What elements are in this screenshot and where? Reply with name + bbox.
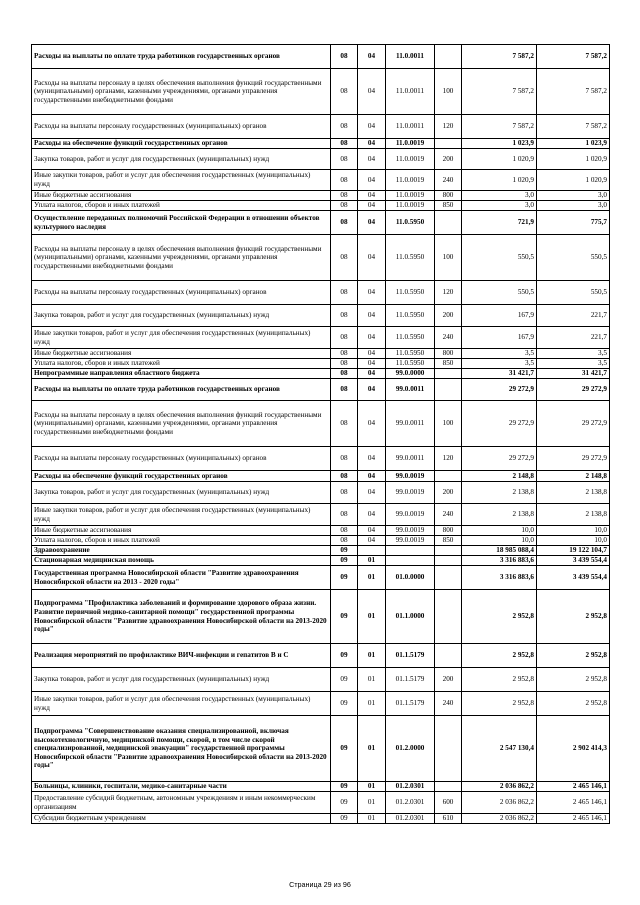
cell-target-article: 99.0.0019 <box>386 536 435 546</box>
table-row <box>32 546 610 556</box>
cell-section: 09 <box>331 590 358 644</box>
cell-expense-type: 850 <box>435 201 462 211</box>
cell-name: Расходы на выплаты персоналу государственных (муниципальных) органов <box>32 281 331 305</box>
table-row <box>32 139 610 149</box>
cell-subsection: 04 <box>358 482 386 504</box>
cell-amount-year1: 2 036 862,2 <box>462 792 537 814</box>
cell-subsection: 01 <box>358 644 386 668</box>
cell-target-article: 11.0.5950 <box>386 327 435 349</box>
cell-subsection: 04 <box>358 526 386 536</box>
cell-section: 08 <box>331 201 358 211</box>
cell-amount-year1: 2 148,8 <box>462 471 537 482</box>
cell-amount-year2: 1 020,9 <box>537 170 610 191</box>
cell-name: Субсидии бюджетным учреждениям <box>32 814 331 824</box>
cell-name: Расходы на обеспечение функций государственных органов <box>32 139 331 149</box>
cell-target-article: 11.0.5950 <box>386 359 435 369</box>
cell-name: Государственная программа Новосибирской области "Развитие здравоохранения Новосибирской области на 2013 - 2020 годы" <box>32 566 331 590</box>
cell-section: 08 <box>331 504 358 526</box>
cell-expense-type <box>435 369 462 379</box>
cell-amount-year2: 2 952,8 <box>537 668 610 692</box>
cell-target-article: 99.0.0011 <box>386 379 435 401</box>
cell-section: 08 <box>331 139 358 149</box>
cell-subsection: 04 <box>358 201 386 211</box>
cell-amount-year1: 10,0 <box>462 526 537 536</box>
cell-amount-year1: 3,5 <box>462 359 537 369</box>
cell-section: 09 <box>331 556 358 566</box>
cell-subsection: 04 <box>358 359 386 369</box>
cell-expense-type: 800 <box>435 191 462 201</box>
cell-subsection: 04 <box>358 170 386 191</box>
table-row <box>32 782 610 792</box>
cell-target-article: 11.0.0011 <box>386 69 435 115</box>
cell-section: 08 <box>331 115 358 139</box>
cell-expense-type: 800 <box>435 526 462 536</box>
table-row <box>32 149 610 170</box>
cell-expense-type: 240 <box>435 504 462 526</box>
cell-expense-type: 200 <box>435 149 462 170</box>
cell-subsection: 04 <box>358 504 386 526</box>
cell-amount-year1: 2 952,8 <box>462 644 537 668</box>
cell-amount-year1: 2 952,8 <box>462 668 537 692</box>
cell-name: Иные закупки товаров, работ и услуг для обеспечения государственных (муниципальных) нужд <box>32 170 331 191</box>
cell-target-article: 11.0.0019 <box>386 139 435 149</box>
cell-target-article: 01.2.0000 <box>386 716 435 782</box>
cell-amount-year1: 2 952,8 <box>462 590 537 644</box>
table-row <box>32 692 610 716</box>
cell-amount-year2: 31 421,7 <box>537 369 610 379</box>
table-row <box>32 716 610 782</box>
table-row <box>32 115 610 139</box>
cell-section: 08 <box>331 359 358 369</box>
table-row <box>32 191 610 201</box>
cell-target-article: 99.0.0019 <box>386 482 435 504</box>
cell-name: Расходы на выплаты персоналу государственных (муниципальных) органов <box>32 115 331 139</box>
cell-section: 09 <box>331 644 358 668</box>
cell-expense-type <box>435 644 462 668</box>
budget-table-body <box>32 45 610 824</box>
cell-section: 08 <box>331 281 358 305</box>
cell-name: Реализация мероприятий по профилактике ВИЧ-инфекции и гепатитов В и С <box>32 644 331 668</box>
cell-amount-year1: 2 952,8 <box>462 692 537 716</box>
cell-name: Расходы на выплаты персоналу в целях обеспечения выполнения функций государственными (муниципальными) органами, казенными учреждениями, органами управления государственными внебюджетными фондами <box>32 69 331 115</box>
cell-target-article: 01.1.5179 <box>386 644 435 668</box>
cell-expense-type: 850 <box>435 536 462 546</box>
table-row <box>32 526 610 536</box>
cell-amount-year2: 3,0 <box>537 201 610 211</box>
cell-subsection: 01 <box>358 782 386 792</box>
cell-section: 08 <box>331 482 358 504</box>
cell-subsection: 04 <box>358 211 386 235</box>
table-row <box>32 401 610 447</box>
cell-section: 08 <box>331 471 358 482</box>
cell-section: 09 <box>331 546 358 556</box>
cell-expense-type <box>435 556 462 566</box>
cell-amount-year1: 10,0 <box>462 536 537 546</box>
cell-expense-type: 100 <box>435 69 462 115</box>
cell-amount-year1: 2 036 862,2 <box>462 782 537 792</box>
cell-subsection: 04 <box>358 235 386 281</box>
cell-name: Закупка товаров, работ и услуг для государственных (муниципальных) нужд <box>32 149 331 170</box>
cell-amount-year2: 29 272,9 <box>537 401 610 447</box>
cell-subsection: 04 <box>358 305 386 327</box>
cell-section: 09 <box>331 566 358 590</box>
cell-name: Иные бюджетные ассигнования <box>32 191 331 201</box>
cell-subsection: 01 <box>358 716 386 782</box>
cell-amount-year2: 2 465 146,1 <box>537 792 610 814</box>
cell-name: Иные бюджетные ассигнования <box>32 526 331 536</box>
cell-subsection: 04 <box>358 447 386 471</box>
cell-expense-type <box>435 211 462 235</box>
cell-subsection: 01 <box>358 792 386 814</box>
cell-section: 09 <box>331 668 358 692</box>
cell-name: Закупка товаров, работ и услуг для государственных (муниципальных) нужд <box>32 305 331 327</box>
cell-amount-year2: 2 138,8 <box>537 482 610 504</box>
cell-amount-year2: 2 138,8 <box>537 504 610 526</box>
cell-target-article: 11.0.5950 <box>386 235 435 281</box>
cell-section: 08 <box>331 349 358 359</box>
cell-name: Здравоохранение <box>32 546 331 556</box>
cell-subsection: 04 <box>358 349 386 359</box>
cell-name: Расходы на выплаты по оплате труда работников государственных органов <box>32 45 331 69</box>
cell-expense-type <box>435 590 462 644</box>
cell-amount-year2: 3 439 554,4 <box>537 566 610 590</box>
cell-target-article <box>386 546 435 556</box>
table-row <box>32 792 610 814</box>
cell-subsection: 04 <box>358 327 386 349</box>
cell-expense-type <box>435 139 462 149</box>
cell-subsection: 04 <box>358 139 386 149</box>
cell-amount-year2: 2 465 146,1 <box>537 782 610 792</box>
cell-amount-year2: 7 587,2 <box>537 115 610 139</box>
cell-subsection: 01 <box>358 668 386 692</box>
cell-subsection: 04 <box>358 281 386 305</box>
cell-expense-type <box>435 471 462 482</box>
cell-subsection: 04 <box>358 115 386 139</box>
table-row <box>32 170 610 191</box>
cell-amount-year2: 2 465 146,1 <box>537 814 610 824</box>
cell-section: 09 <box>331 692 358 716</box>
cell-amount-year2: 2 952,8 <box>537 692 610 716</box>
cell-name: Расходы на выплаты персоналу в целях обеспечения выполнения функций государственными (муниципальными) органами, казенными учреждениями, органами управления государственными внебюджетными фондами <box>32 401 331 447</box>
table-row <box>32 369 610 379</box>
cell-amount-year1: 167,9 <box>462 327 537 349</box>
table-row <box>32 556 610 566</box>
budget-table <box>31 44 610 824</box>
table-row <box>32 668 610 692</box>
cell-target-article: 01.2.0301 <box>386 792 435 814</box>
cell-amount-year1: 3 316 883,6 <box>462 556 537 566</box>
cell-section: 09 <box>331 716 358 782</box>
cell-expense-type: 200 <box>435 668 462 692</box>
cell-amount-year2: 10,0 <box>537 536 610 546</box>
cell-expense-type: 800 <box>435 349 462 359</box>
cell-subsection: 01 <box>358 814 386 824</box>
cell-target-article: 99.0.0011 <box>386 447 435 471</box>
table-row <box>32 566 610 590</box>
table-row <box>32 45 610 69</box>
cell-amount-year2: 3,0 <box>537 191 610 201</box>
cell-amount-year2: 3 439 554,4 <box>537 556 610 566</box>
cell-amount-year1: 2 036 862,2 <box>462 814 537 824</box>
cell-section: 08 <box>331 45 358 69</box>
cell-amount-year1: 7 587,2 <box>462 45 537 69</box>
cell-name: Иные бюджетные ассигнования <box>32 349 331 359</box>
cell-section: 08 <box>331 69 358 115</box>
cell-subsection: 04 <box>358 379 386 401</box>
table-row <box>32 471 610 482</box>
cell-amount-year1: 550,5 <box>462 235 537 281</box>
table-row <box>32 201 610 211</box>
cell-expense-type: 200 <box>435 482 462 504</box>
cell-target-article: 01.2.0301 <box>386 814 435 824</box>
table-row <box>32 211 610 235</box>
cell-name: Расходы на выплаты по оплате труда работников государственных органов <box>32 379 331 401</box>
cell-name: Закупка товаров, работ и услуг для государственных (муниципальных) нужд <box>32 668 331 692</box>
cell-target-article: 11.0.0011 <box>386 45 435 69</box>
table-row <box>32 644 610 668</box>
cell-subsection: 04 <box>358 536 386 546</box>
cell-name: Подпрограмма "Профилактика заболеваний и формирование здорового образа жизни. Развитие первичной медико-санитарной помощи" государственной программы Новосибирской области "Развитие здравоохранения Новосибирской области на 2013-2020 годы" <box>32 590 331 644</box>
cell-target-article: 01.0.0000 <box>386 566 435 590</box>
cell-section: 08 <box>331 170 358 191</box>
table-row <box>32 504 610 526</box>
cell-amount-year1: 2 547 130,4 <box>462 716 537 782</box>
cell-name: Иные закупки товаров, работ и услуг для обеспечения государственных (муниципальных) нужд <box>32 327 331 349</box>
cell-target-article: 99.0.0019 <box>386 504 435 526</box>
cell-amount-year1: 2 138,8 <box>462 482 537 504</box>
cell-section: 08 <box>331 149 358 170</box>
cell-subsection: 04 <box>358 369 386 379</box>
cell-amount-year1: 29 272,9 <box>462 447 537 471</box>
cell-target-article: 99.0.0011 <box>386 401 435 447</box>
cell-expense-type: 200 <box>435 305 462 327</box>
cell-expense-type: 120 <box>435 447 462 471</box>
cell-expense-type: 240 <box>435 170 462 191</box>
cell-expense-type: 120 <box>435 115 462 139</box>
table-row <box>32 305 610 327</box>
table-row <box>32 349 610 359</box>
cell-target-article: 01.2.0301 <box>386 782 435 792</box>
cell-expense-type: 610 <box>435 814 462 824</box>
cell-amount-year1: 18 985 088,4 <box>462 546 537 556</box>
cell-name: Уплата налогов, сборов и иных платежей <box>32 359 331 369</box>
cell-amount-year1: 721,9 <box>462 211 537 235</box>
cell-name: Подпрограмма "Совершенствование оказания специализированной, включая высокотехнологичную, медицинской помощи, скорой, в том числе скорой специализированной, медицинской эвакуации" государственной программы Новосибирской области "Развитие здравоохранения Новосибирской области на 2013-2020 годы" <box>32 716 331 782</box>
cell-name: Закупка товаров, работ и услуг для государственных (муниципальных) нужд <box>32 482 331 504</box>
cell-amount-year2: 2 148,8 <box>537 471 610 482</box>
cell-expense-type <box>435 566 462 590</box>
cell-amount-year1: 1 020,9 <box>462 170 537 191</box>
cell-expense-type <box>435 379 462 401</box>
cell-section: 08 <box>331 235 358 281</box>
cell-name: Непрограммные направления областного бюджета <box>32 369 331 379</box>
cell-expense-type: 850 <box>435 359 462 369</box>
cell-amount-year1: 550,5 <box>462 281 537 305</box>
cell-subsection: 04 <box>358 69 386 115</box>
cell-section: 08 <box>331 447 358 471</box>
table-row <box>32 590 610 644</box>
cell-target-article: 01.1.5179 <box>386 668 435 692</box>
cell-expense-type <box>435 716 462 782</box>
cell-target-article: 11.0.5950 <box>386 305 435 327</box>
cell-amount-year2: 550,5 <box>537 281 610 305</box>
cell-amount-year2: 221,7 <box>537 327 610 349</box>
cell-amount-year1: 7 587,2 <box>462 69 537 115</box>
cell-name: Больницы, клиники, госпитали, медико-санитарные части <box>32 782 331 792</box>
cell-name: Уплата налогов, сборов и иных платежей <box>32 201 331 211</box>
cell-amount-year2: 775,7 <box>537 211 610 235</box>
cell-section: 08 <box>331 191 358 201</box>
cell-target-article: 11.0.5950 <box>386 211 435 235</box>
cell-expense-type: 600 <box>435 792 462 814</box>
cell-target-article: 11.0.0019 <box>386 201 435 211</box>
cell-expense-type: 120 <box>435 281 462 305</box>
cell-name: Уплата налогов, сборов и иных платежей <box>32 536 331 546</box>
cell-amount-year1: 31 421,7 <box>462 369 537 379</box>
cell-name: Иные закупки товаров, работ и услуг для обеспечения государственных (муниципальных) нужд <box>32 504 331 526</box>
cell-target-article: 11.0.0019 <box>386 191 435 201</box>
cell-target-article <box>386 556 435 566</box>
cell-amount-year1: 29 272,9 <box>462 379 537 401</box>
cell-section: 09 <box>331 792 358 814</box>
cell-amount-year2: 3,5 <box>537 359 610 369</box>
cell-amount-year1: 167,9 <box>462 305 537 327</box>
cell-name: Предоставление субсидий бюджетным, автономным учреждениям и иным некоммерческим организациям <box>32 792 331 814</box>
cell-amount-year2: 29 272,9 <box>537 447 610 471</box>
table-row <box>32 814 610 824</box>
cell-section: 08 <box>331 379 358 401</box>
cell-section: 08 <box>331 536 358 546</box>
cell-target-article: 11.0.0019 <box>386 149 435 170</box>
cell-amount-year2: 29 272,9 <box>537 379 610 401</box>
cell-name: Иные закупки товаров, работ и услуг для обеспечения государственных (муниципальных) нужд <box>32 692 331 716</box>
table-row <box>32 536 610 546</box>
cell-expense-type <box>435 45 462 69</box>
table-row <box>32 281 610 305</box>
cell-amount-year2: 7 587,2 <box>537 45 610 69</box>
cell-amount-year1: 7 587,2 <box>462 115 537 139</box>
cell-amount-year2: 1 020,9 <box>537 149 610 170</box>
cell-name: Осуществление переданных полномочий Российской Федерации в отношении объектов культурного наследия <box>32 211 331 235</box>
cell-amount-year2: 1 023,9 <box>537 139 610 149</box>
cell-target-article: 11.0.0019 <box>386 170 435 191</box>
cell-target-article: 11.0.0011 <box>386 115 435 139</box>
cell-target-article: 99.0.0019 <box>386 471 435 482</box>
cell-target-article: 01.1.5179 <box>386 692 435 716</box>
cell-expense-type: 100 <box>435 235 462 281</box>
cell-subsection: 04 <box>358 401 386 447</box>
cell-section: 08 <box>331 526 358 536</box>
cell-section: 08 <box>331 211 358 235</box>
table-row <box>32 235 610 281</box>
table-row <box>32 327 610 349</box>
cell-expense-type: 240 <box>435 327 462 349</box>
table-row <box>32 447 610 471</box>
cell-amount-year1: 2 138,8 <box>462 504 537 526</box>
cell-expense-type <box>435 546 462 556</box>
cell-section: 08 <box>331 327 358 349</box>
cell-amount-year1: 1 020,9 <box>462 149 537 170</box>
cell-subsection: 04 <box>358 471 386 482</box>
cell-target-article: 99.0.0000 <box>386 369 435 379</box>
cell-amount-year1: 3 316 883,6 <box>462 566 537 590</box>
cell-expense-type <box>435 782 462 792</box>
cell-amount-year1: 3,0 <box>462 201 537 211</box>
cell-amount-year1: 3,0 <box>462 191 537 201</box>
cell-amount-year2: 550,5 <box>537 235 610 281</box>
cell-amount-year2: 7 587,2 <box>537 69 610 115</box>
cell-amount-year2: 221,7 <box>537 305 610 327</box>
cell-target-article: 11.0.5950 <box>386 349 435 359</box>
cell-subsection <box>358 546 386 556</box>
cell-section: 09 <box>331 782 358 792</box>
cell-amount-year2: 2 952,8 <box>537 590 610 644</box>
cell-amount-year2: 10,0 <box>537 526 610 536</box>
table-row <box>32 379 610 401</box>
cell-amount-year2: 3,5 <box>537 349 610 359</box>
cell-expense-type: 100 <box>435 401 462 447</box>
table-row <box>32 482 610 504</box>
cell-subsection: 01 <box>358 566 386 590</box>
cell-subsection: 01 <box>358 692 386 716</box>
table-row <box>32 69 610 115</box>
cell-name: Расходы на выплаты персоналу в целях обеспечения выполнения функций государственными (муниципальными) органами, казенными учреждениями, органами управления государственными внебюджетными фондами <box>32 235 331 281</box>
page-number: Страница 29 из 96 <box>289 880 351 889</box>
cell-name: Стационарная медицинская помощь <box>32 556 331 566</box>
cell-section: 08 <box>331 401 358 447</box>
cell-amount-year1: 1 023,9 <box>462 139 537 149</box>
cell-target-article: 11.0.5950 <box>386 281 435 305</box>
cell-amount-year2: 2 952,8 <box>537 644 610 668</box>
table-row <box>32 359 610 369</box>
cell-subsection: 04 <box>358 45 386 69</box>
cell-amount-year2: 19 122 104,7 <box>537 546 610 556</box>
cell-amount-year1: 3,5 <box>462 349 537 359</box>
cell-section: 09 <box>331 814 358 824</box>
cell-amount-year1: 29 272,9 <box>462 401 537 447</box>
cell-subsection: 01 <box>358 556 386 566</box>
cell-section: 08 <box>331 369 358 379</box>
cell-name: Расходы на обеспечение функций государственных органов <box>32 471 331 482</box>
cell-amount-year2: 2 902 414,3 <box>537 716 610 782</box>
cell-subsection: 01 <box>358 590 386 644</box>
cell-target-article: 01.1.0000 <box>386 590 435 644</box>
cell-name: Расходы на выплаты персоналу государственных (муниципальных) органов <box>32 447 331 471</box>
cell-subsection: 04 <box>358 149 386 170</box>
cell-expense-type: 240 <box>435 692 462 716</box>
cell-subsection: 04 <box>358 191 386 201</box>
cell-section: 08 <box>331 305 358 327</box>
cell-target-article: 99.0.0019 <box>386 526 435 536</box>
